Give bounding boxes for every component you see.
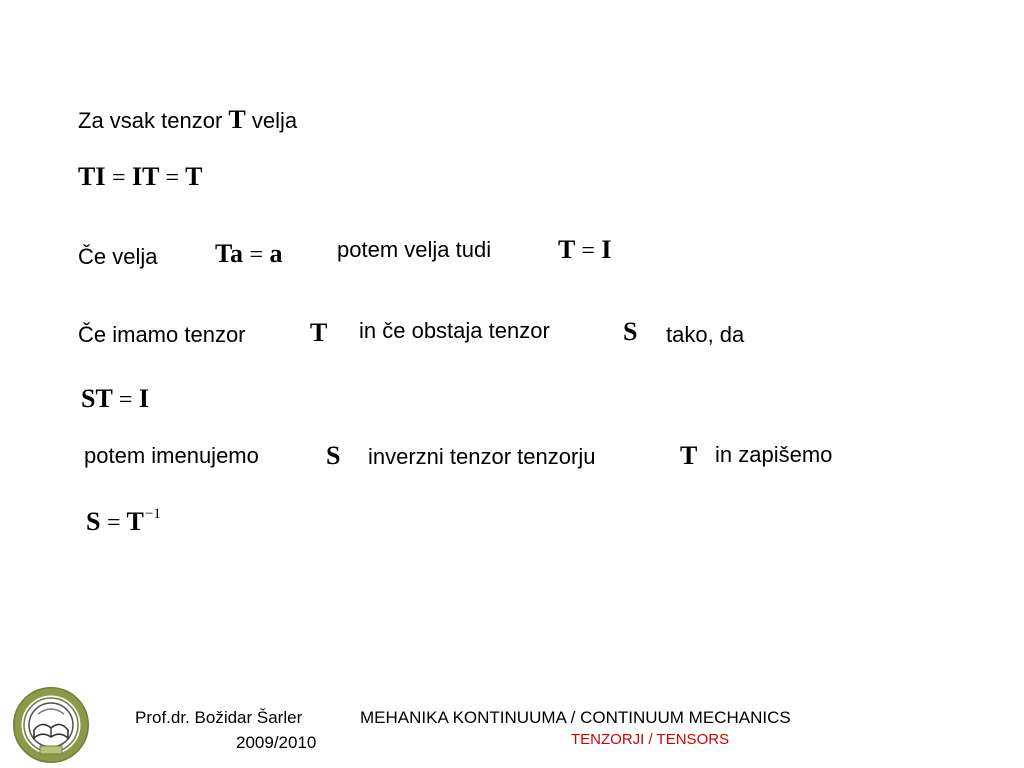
line3-pre: Če imamo tenzor <box>78 322 246 347</box>
line4-pre: potem imenujemo <box>84 443 259 468</box>
tensor-symbol-t: T <box>228 105 246 134</box>
equation-st-i: ST = I <box>81 384 150 413</box>
footer-topic: TENZORJI / TENSORS <box>571 731 730 748</box>
line3-sym-s: S <box>623 317 638 346</box>
line3-mid: in če obstaja tenzor <box>359 318 550 343</box>
equation-identity: TI = IT = T <box>78 162 203 191</box>
line3-sym-t: T <box>310 318 328 347</box>
equation-ta-a: Ta = a <box>215 239 283 268</box>
line1-text: Za vsak tenzor T velja <box>78 105 298 134</box>
equation-inverse: $S = T^{-1}$ <box>86 506 161 536</box>
line4-sym-t: T <box>680 441 698 470</box>
line4-sym-s: S <box>326 441 341 470</box>
inverse-exponent: −1 <box>144 506 161 522</box>
footer-author: Prof.dr. Božidar Šarler <box>135 708 303 727</box>
line4-mid: inverzni tenzor tenzorju <box>368 444 596 469</box>
line2-pre: Če velja <box>78 244 158 269</box>
footer-course: MEHANIKA KONTINUUMA / CONTINUUM MECHANICS <box>360 708 791 727</box>
university-seal-icon <box>10 686 92 764</box>
line2-mid: potem velja tudi <box>337 237 492 262</box>
equation-t-i: T = I <box>558 235 612 264</box>
footer-year: 2009/2010 <box>236 733 317 752</box>
line3-post: tako, da <box>666 322 745 347</box>
line4-post: in zapišemo <box>715 442 833 467</box>
